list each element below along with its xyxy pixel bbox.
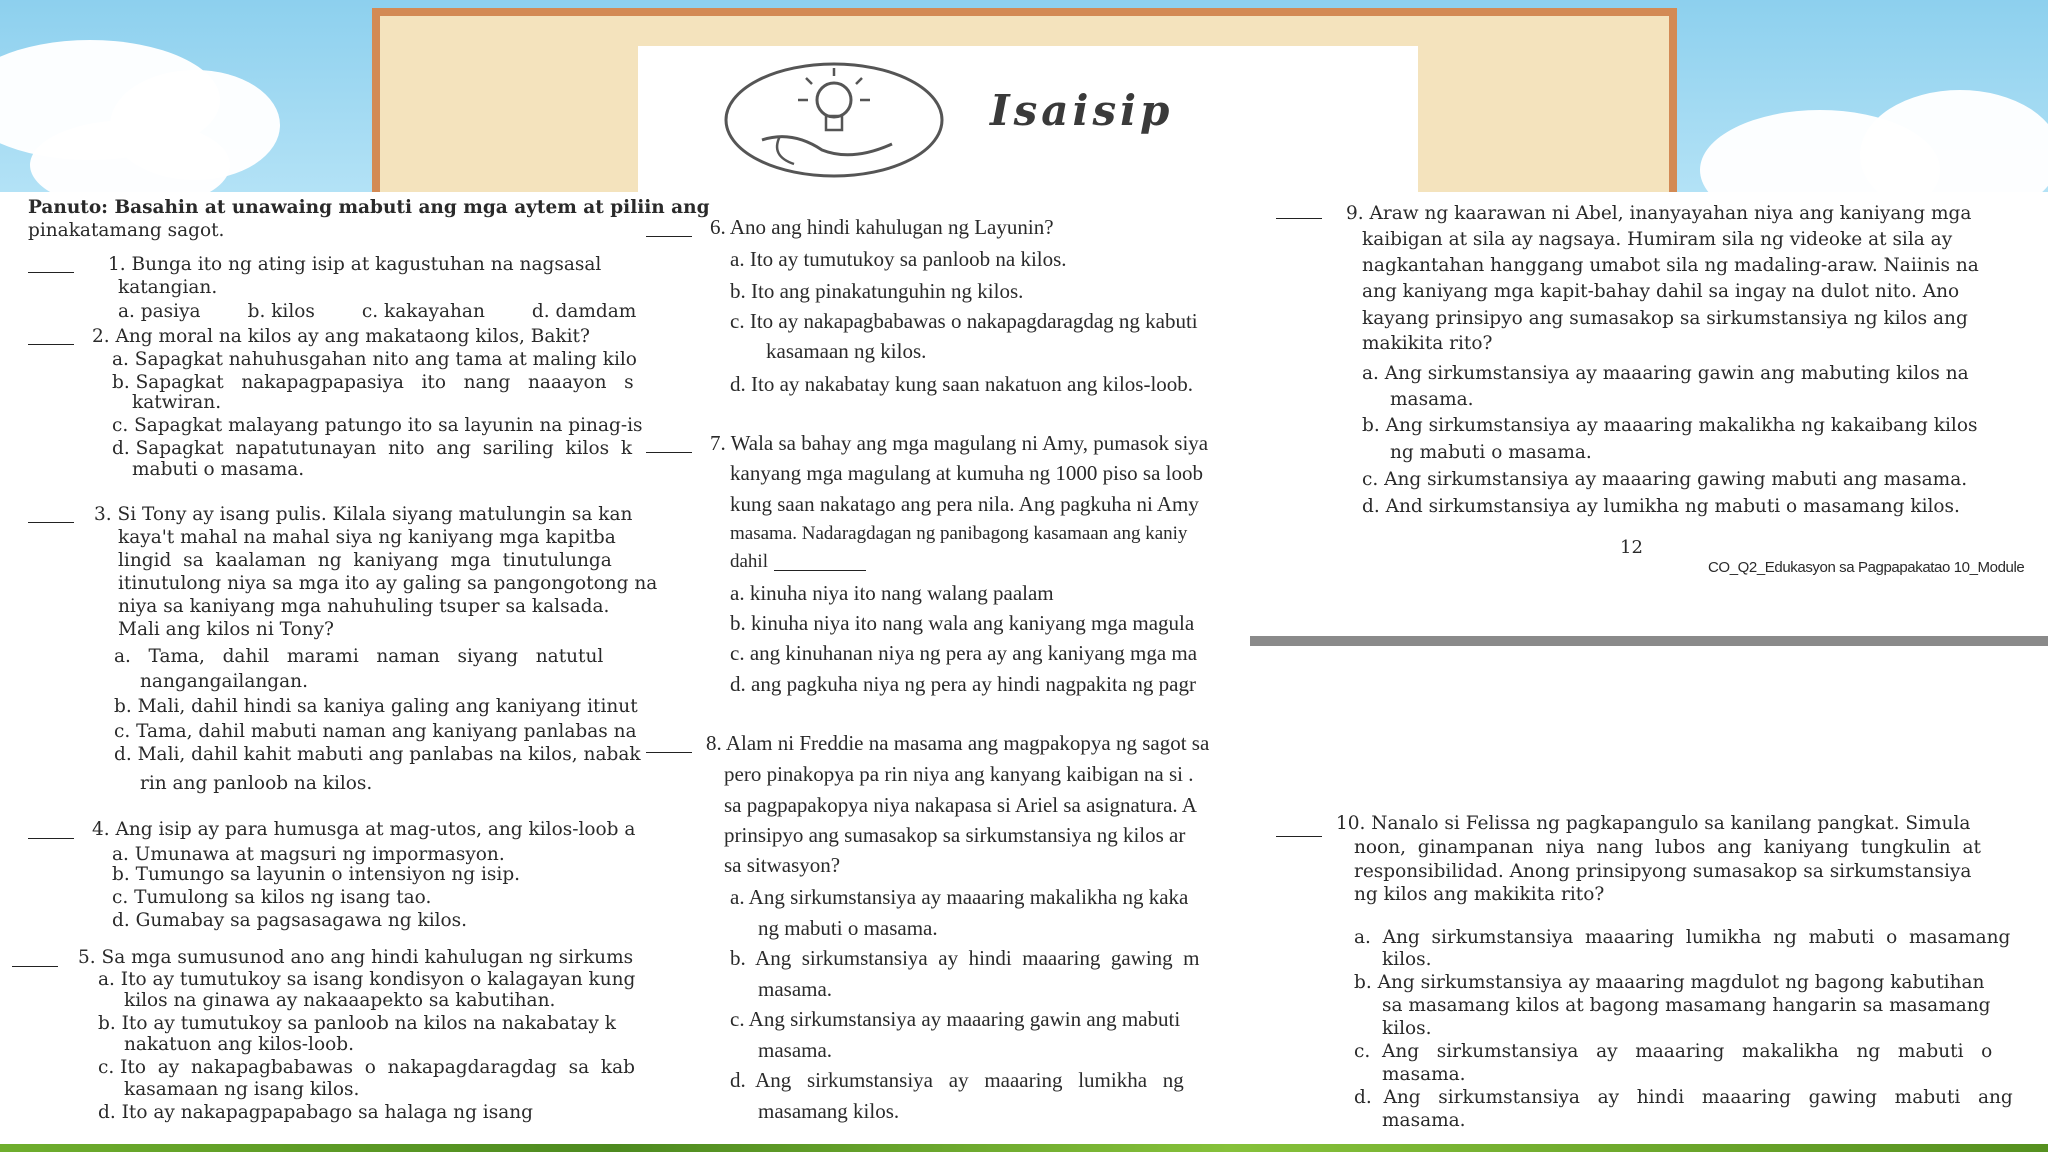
banner-title: Isaisip xyxy=(990,86,1174,135)
column-2 xyxy=(642,192,1250,1128)
option-4d: d. Gumabay sa pagsasagawa ng kilos. xyxy=(112,910,468,931)
answer-blank-5[interactable] xyxy=(12,966,58,967)
option-3d: d. Mali, dahil kahit mabuti ang panlabas na kilos, nabak xyxy=(114,744,641,765)
question-10-line-2: noon, ginampanan niya nang lubos ang kaniyang tungkulin at xyxy=(1354,837,1981,858)
grass-footer xyxy=(0,1144,2048,1152)
page-number: 12 xyxy=(1620,537,1643,558)
option-6b: b. Ito ang pinakatunguhin ng kilos. xyxy=(730,279,1024,303)
answer-blank-3[interactable] xyxy=(28,522,74,523)
option-2c: c. Sapagkat malayang patungo ito sa layunin na pinag-is xyxy=(112,415,643,436)
question-9: 9. Araw ng kaarawan ni Abel, inanyayahan niya ang kaniyang mga xyxy=(1346,203,1972,224)
option-9d: d. And sirkumstansiya ay lumikha ng mabuti o masamang kilos. xyxy=(1362,496,1960,517)
option-7a: a. kinuha niya ito nang walang paalam xyxy=(730,581,1054,605)
question-7-line-4: masama. Nadaragdagan ng panibagong kasamaan ang kaniy xyxy=(730,523,1188,544)
question-1: 1. Bunga ito ng ating isip at kagustuhan na nagsasal xyxy=(108,254,602,275)
option-5a-cont: kilos na ginawa ay nakaaapekto sa kabutihan. xyxy=(124,990,556,1011)
option-5b: b. Ito ay tumutukoy sa panloob na kilos na nakabatay k xyxy=(98,1013,616,1034)
question-8-line-5: sa sitwasyon? xyxy=(724,853,841,877)
question-1-cont: katangian. xyxy=(118,277,218,298)
option-8c: c. Ang sirkumstansiya ay maaaring gawin ang mabuti xyxy=(730,1007,1181,1031)
question-9-line-6: makikita rito? xyxy=(1362,333,1493,354)
option-5c: c. Ito ay nakapagbabawas o nakapagdaragdag sa kab xyxy=(98,1057,635,1078)
question-8-line-3: sa pagpapakopya niya nakapasa si Ariel sa asignatura. A xyxy=(724,793,1197,817)
answer-blank-1[interactable] xyxy=(28,272,74,273)
option-3b: b. Mali, dahil hindi sa kaniya galing ang kaniyang itinut xyxy=(114,696,638,717)
option-10d: d. Ang sirkumstansiya ay hindi maaaring gawing mabuti ang xyxy=(1354,1087,2013,1108)
answer-blank-10[interactable] xyxy=(1276,836,1322,837)
option-9b-cont: ng mabuti o masama. xyxy=(1390,442,1592,463)
option-3d-cont: rin ang panloob na kilos. xyxy=(140,773,373,794)
question-8-line-2: pero pinakopya pa rin niya ang kanyang kaibigan na si . xyxy=(724,762,1194,786)
question-4: 4. Ang isip ay para humusga at mag-utos, ang kilos-loob a xyxy=(92,819,636,840)
question-1-options: a. pasiya b. kilos c. kakayahan d. damdam xyxy=(118,301,637,322)
option-5d: d. Ito ay nakapagpapabago sa halaga ng isang xyxy=(98,1102,533,1123)
option-5a: a. Ito ay tumutukoy sa isang kondisyon o kalagayan kung xyxy=(98,969,636,990)
answer-blank-9[interactable] xyxy=(1276,218,1322,219)
option-4c: c. Tumulong sa kilos ng isang tao. xyxy=(112,887,432,908)
option-8d-cont: masamang kilos. xyxy=(758,1099,900,1123)
option-3c: c. Tama, dahil mabuti naman ang kaniyang panlabas na xyxy=(114,721,637,742)
question-3-line-4: itinutulong niya sa mga ito ay galing sa pangongotong na xyxy=(118,573,658,594)
column-1 xyxy=(0,192,710,1128)
option-3a-cont: nangangailangan. xyxy=(140,671,308,692)
option-8c-cont: masama. xyxy=(758,1038,833,1062)
option-9b: b. Ang sirkumstansiya ay maaaring makalikha ng kakaibang kilos xyxy=(1362,415,1978,436)
question-9-line-2: kaibigan at sila ay nagsaya. Humiram sila ng videoke at sila ay xyxy=(1362,229,1953,250)
option-8b: b. Ang sirkumstansiya ay hindi maaaring gawing m xyxy=(730,946,1200,970)
question-3-line-2: kaya't mahal na mahal siya ng kaniyang mga kapitba xyxy=(118,527,616,548)
option-8b-cont: masama. xyxy=(758,977,833,1001)
question-7-line-3: kung saan nakatago ang pera nila. Ang pagkuha ni Amy xyxy=(730,492,1199,516)
option-10b-cont-2: kilos. xyxy=(1382,1018,1432,1039)
question-3: 3. Si Tony ay isang pulis. Kilala siyang matulungin sa kan xyxy=(94,504,633,525)
option-2d: d. Sapagkat napatutunayan nito ang sariling kilos k xyxy=(112,438,633,459)
option-5c-cont: kasamaan ng isang kilos. xyxy=(124,1079,360,1100)
option-6c-cont: kasamaan ng kilos. xyxy=(766,339,927,363)
question-3-line-5: niya sa kaniyang mga nahuhuling tsuper sa kalsada. xyxy=(118,596,610,617)
answer-blank-7[interactable] xyxy=(646,452,692,453)
column-3 xyxy=(1262,192,2048,1152)
question-10-line-4: ng kilos ang makikita rito? xyxy=(1354,884,1605,905)
option-8d: d. Ang sirkumstansiya ay maaaring lumikha ng xyxy=(730,1068,1184,1092)
option-6d: d. Ito ay nakabatay kung saan nakatuon ang kilos-loob. xyxy=(730,372,1194,396)
option-7d: d. ang pagkuha niya ng pera ay hindi nagpakita ng pagr xyxy=(730,672,1196,696)
option-2b: b. Sapagkat nakapagpapasiya ito nang naaayon s xyxy=(112,372,634,393)
option-6a: a. Ito ay tumutukoy sa panloob na kilos. xyxy=(730,247,1067,271)
answer-blank-2[interactable] xyxy=(28,344,74,345)
option-10b-cont: sa masamang kilos at bagong masamang hangarin sa masamang xyxy=(1382,995,1991,1016)
option-9c: c. Ang sirkumstansiya ay maaaring gawing mabuti ang masama. xyxy=(1362,469,1968,490)
question-7: 7. Wala sa bahay ang mga magulang ni Amy, pumasok siya xyxy=(710,431,1209,455)
question-8-line-4: prinsipyo ang sumasakop sa sirkumstansiya ng kilos ar xyxy=(724,823,1186,847)
option-4a: a. Umunawa at magsuri ng impormasyon. xyxy=(112,844,505,865)
instructions-text: Panuto: Basahin at unawaing mabuti ang mga aytem at piliin ang xyxy=(28,197,710,218)
option-10b: b. Ang sirkumstansiya ay maaaring magdulot ng bagong kabutihan xyxy=(1354,972,1985,993)
instructions-cont: pinakatamang sagot. xyxy=(28,220,225,241)
question-9-line-4: ang kaniyang mga kapit-bahay dahil sa ingay na dulot nito. Ano xyxy=(1362,281,1960,302)
option-2a: a. Sapagkat nahuhusgahan nito ang tama at maling kilo xyxy=(112,349,637,370)
option-10c-cont: masama. xyxy=(1382,1064,1466,1085)
answer-blank-6[interactable] xyxy=(646,236,692,237)
option-6c: c. Ito ay nakapagbabawas o nakapagdaragdag ng kabuti xyxy=(730,309,1198,333)
option-4b: b. Tumungo sa layunin o intensiyon ng isip. xyxy=(112,864,521,885)
option-2b-cont: katwiran. xyxy=(132,392,222,413)
module-code: CO_Q2_Edukasyon sa Pagpapakatao 10_Module xyxy=(1708,559,2025,576)
answer-blank-4[interactable] xyxy=(28,838,74,839)
question-6: 6. Ano ang hindi kahulugan ng Layunin? xyxy=(710,215,1054,239)
question-10: 10. Nanalo si Felissa ng pagkapangulo sa kanilang pangkat. Simula xyxy=(1336,813,1971,834)
lightbulb-in-hand-icon xyxy=(722,60,947,188)
option-10d-cont: masama. xyxy=(1382,1110,1466,1131)
question-9-line-5: kayang prinsipyo ang sumasakop sa sirkumstansiya ng kilos ang xyxy=(1362,308,1968,329)
question-5: 5. Sa mga sumusunod ano ang hindi kahulugan ng sirkums xyxy=(78,947,634,968)
option-8a-cont: ng mabuti o masama. xyxy=(758,916,938,940)
option-7b: b. kinuha niya ito nang wala ang kaniyang mga magula xyxy=(730,611,1195,635)
question-8: 8. Alam ni Freddie na masama ang magpakopya ng sagot sa xyxy=(706,731,1210,755)
answer-blank-8[interactable] xyxy=(646,752,692,753)
instructions xyxy=(28,198,710,218)
question-3-line-3: lingid sa kaalaman ng kaniyang mga tinutulunga xyxy=(118,550,612,571)
option-10c: c. Ang sirkumstansiya ay maaaring makalikha ng mabuti o xyxy=(1354,1041,1993,1062)
option-10a: a. Ang sirkumstansiya maaaring lumikha ng mabuti o masamang xyxy=(1354,927,2011,948)
answer-blank-7-inline[interactable] xyxy=(774,570,866,571)
option-5b-cont: nakatuon ang kilos-loob. xyxy=(124,1034,354,1055)
option-10a-cont: kilos. xyxy=(1382,949,1432,970)
option-9a-cont: masama. xyxy=(1390,389,1474,410)
header-banner xyxy=(0,0,2048,192)
option-2d-cont: mabuti o masama. xyxy=(132,459,305,480)
question-7-line-2: kanyang mga magulang at kumuha ng 1000 piso sa loob xyxy=(730,461,1204,485)
option-8a: a. Ang sirkumstansiya ay maaaring makalikha ng kaka xyxy=(730,885,1189,909)
page-divider xyxy=(1250,636,2048,646)
question-7-line-5: dahil xyxy=(730,551,768,572)
option-3a: a. Tama, dahil marami naman siyang natutul xyxy=(114,646,604,667)
question-10-line-3: responsibilidad. Anong prinsipyong sumasakop sa sirkumstansiya xyxy=(1354,861,1972,882)
question-2: 2. Ang moral na kilos ay ang makataong kilos, Bakit? xyxy=(92,326,590,347)
question-9-line-3: nagkantahan hanggang umabot sila ng madaling-araw. Naiinis na xyxy=(1362,255,1979,276)
question-3-line-6: Mali ang kilos ni Tony? xyxy=(118,619,334,640)
option-9a: a. Ang sirkumstansiya ay maaaring gawin ang mabuting kilos na xyxy=(1362,363,1969,384)
option-7c: c. ang kinuhanan niya ng pera ay ang kaniyang mga ma xyxy=(730,641,1198,665)
